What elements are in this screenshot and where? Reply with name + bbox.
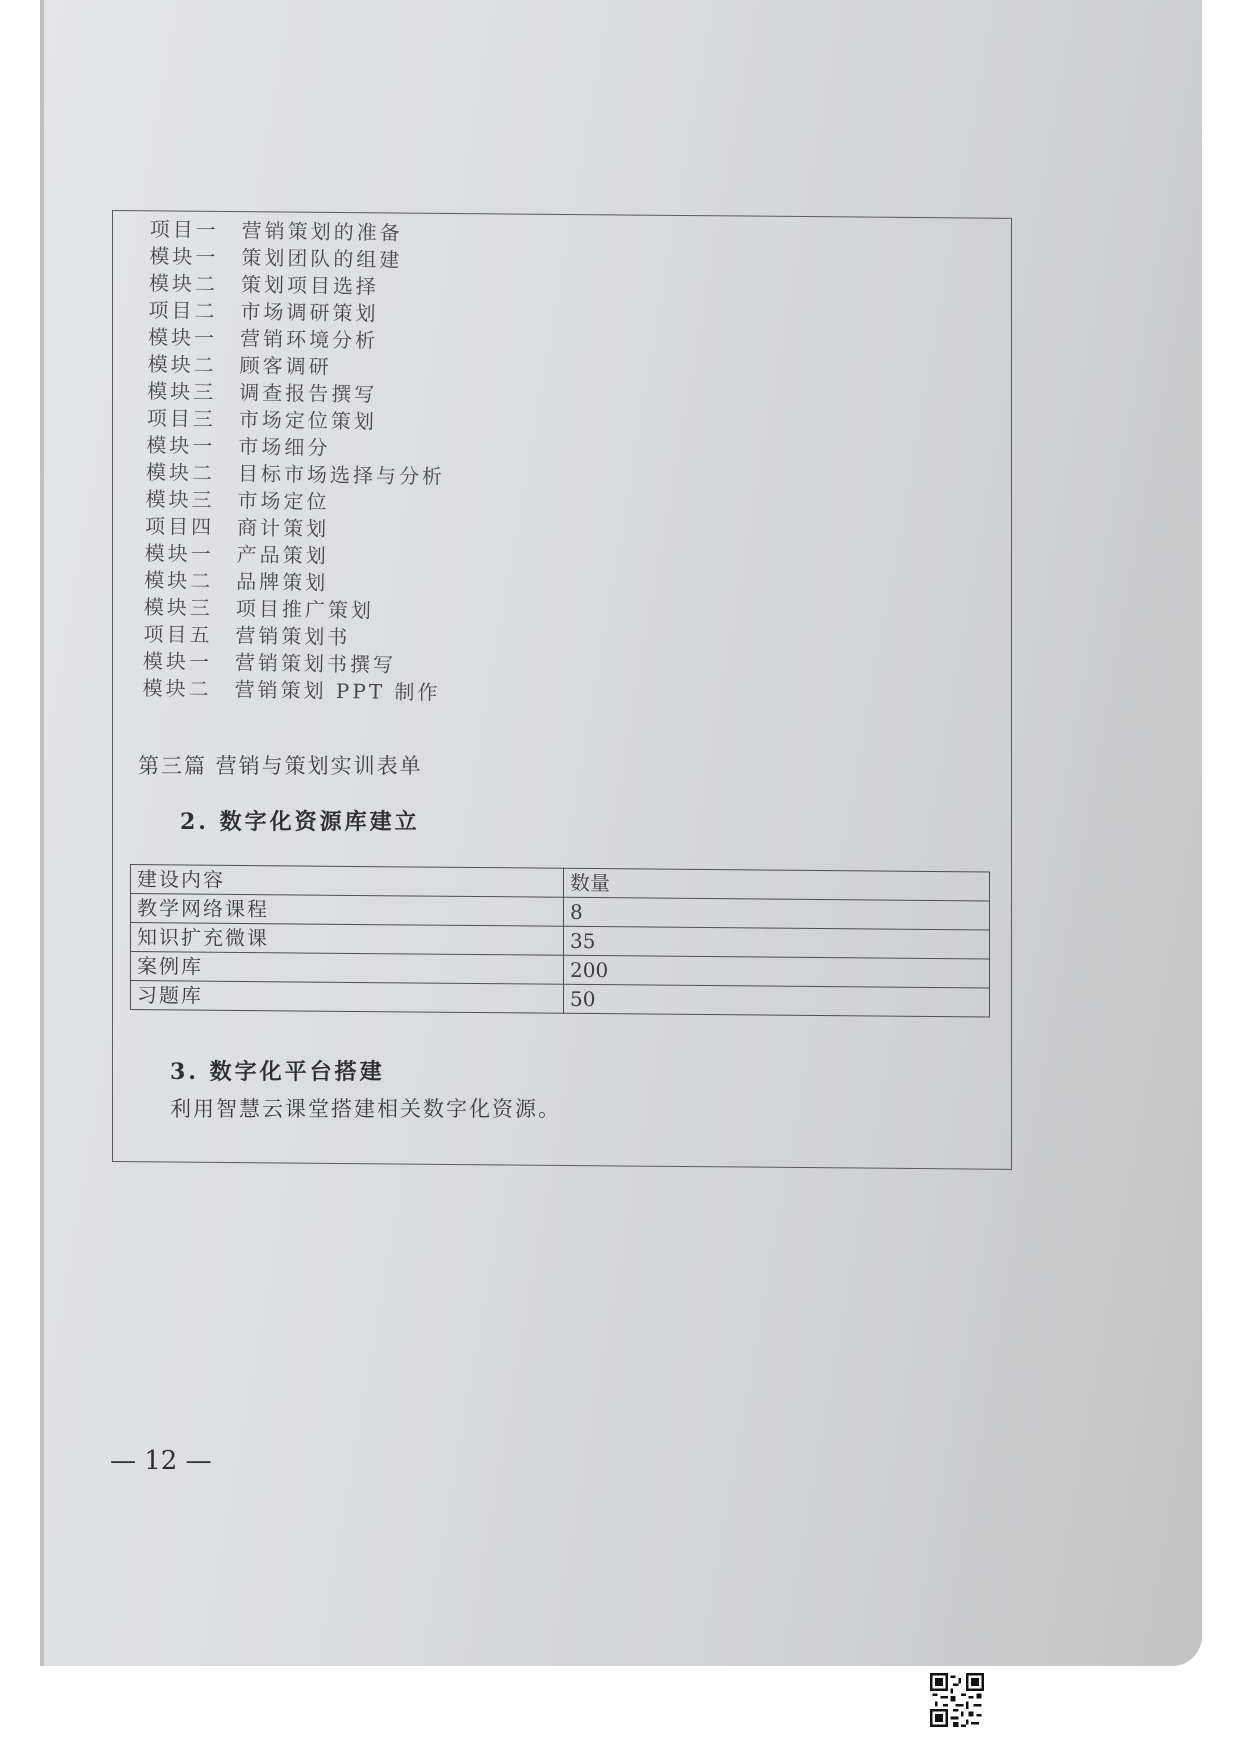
outline-title: 营销策划 PPT 制作 [234, 677, 441, 705]
outline-title: 营销环境分析 [239, 326, 379, 353]
header-quantity: 数量 [564, 868, 990, 901]
outline-label: 模块一 [147, 324, 218, 351]
outline-title: 产品策划 [236, 542, 329, 568]
outline-item [142, 675, 441, 707]
outline-title: 商计策划 [236, 515, 330, 541]
outline-label: 模块一 [149, 243, 219, 270]
outline-title: 营销策划书 [235, 623, 351, 650]
outline-label: 项目一 [149, 216, 219, 243]
outline-label: 项目三 [146, 405, 217, 432]
outline-title: 营销策划书撰写 [234, 650, 397, 677]
outline-label: 模块二 [147, 351, 217, 378]
outline-label: 项目二 [148, 297, 218, 324]
outline-title: 市场细分 [238, 434, 331, 460]
outline-title: 调查报告撰写 [239, 380, 378, 407]
page-number: — 12 — [110, 1446, 212, 1476]
outline-title: 顾客调研 [239, 353, 332, 379]
outline-title: 市场定位策划 [238, 407, 377, 434]
resource-table [130, 864, 990, 1018]
outline-label: 项目四 [144, 513, 215, 540]
cell-quantity: 50 [564, 984, 990, 1017]
outline-title: 营销策划的准备 [241, 218, 403, 245]
outline-label: 模块二 [145, 459, 216, 486]
page-edge [40, 0, 44, 1666]
outline-label: 模块一 [146, 432, 216, 459]
outline-label: 模块一 [142, 648, 213, 675]
outline-label: 模块二 [144, 567, 214, 594]
outline-label: 项目五 [143, 621, 213, 648]
part-three-title: 第三篇 营销与策划实训表单 [138, 754, 423, 778]
outline-title: 策划项目选择 [240, 272, 380, 299]
outline-title: 策划团队的组建 [241, 245, 403, 272]
outline-label: 模块二 [148, 270, 219, 297]
outline-title: 项目推广策划 [235, 596, 375, 623]
cell-quantity: 200 [564, 955, 990, 988]
outline-label: 模块三 [147, 378, 217, 405]
qr-code-icon [930, 1673, 984, 1727]
cell-content: 教学网络课程 [131, 894, 564, 927]
outline-label: 模块二 [142, 675, 212, 702]
cell-quantity: 8 [564, 897, 990, 930]
cell-content: 习题库 [131, 981, 564, 1014]
cell-content: 知识扩充微课 [131, 923, 564, 956]
cell-quantity: 35 [564, 926, 990, 959]
header-content: 建设内容 [131, 865, 564, 898]
outline-label: 模块三 [143, 594, 214, 621]
section2-heading: 2. 数字化资源库建立 [180, 809, 420, 835]
section3-body: 利用智慧云课堂搭建相关数字化资源。 [170, 1097, 561, 1121]
section3-heading: 3. 数字化平台搭建 [170, 1059, 385, 1085]
outline-label: 模块一 [144, 540, 214, 567]
outline-label: 模块三 [145, 486, 215, 513]
cell-content: 案例库 [131, 952, 564, 985]
outline-title: 品牌策划 [236, 569, 329, 595]
outline-title: 目标市场选择与分析 [237, 461, 446, 489]
outline-title: 市场定位 [237, 488, 330, 514]
outline-title: 市场调研策划 [240, 299, 379, 326]
course-outline [142, 216, 449, 707]
